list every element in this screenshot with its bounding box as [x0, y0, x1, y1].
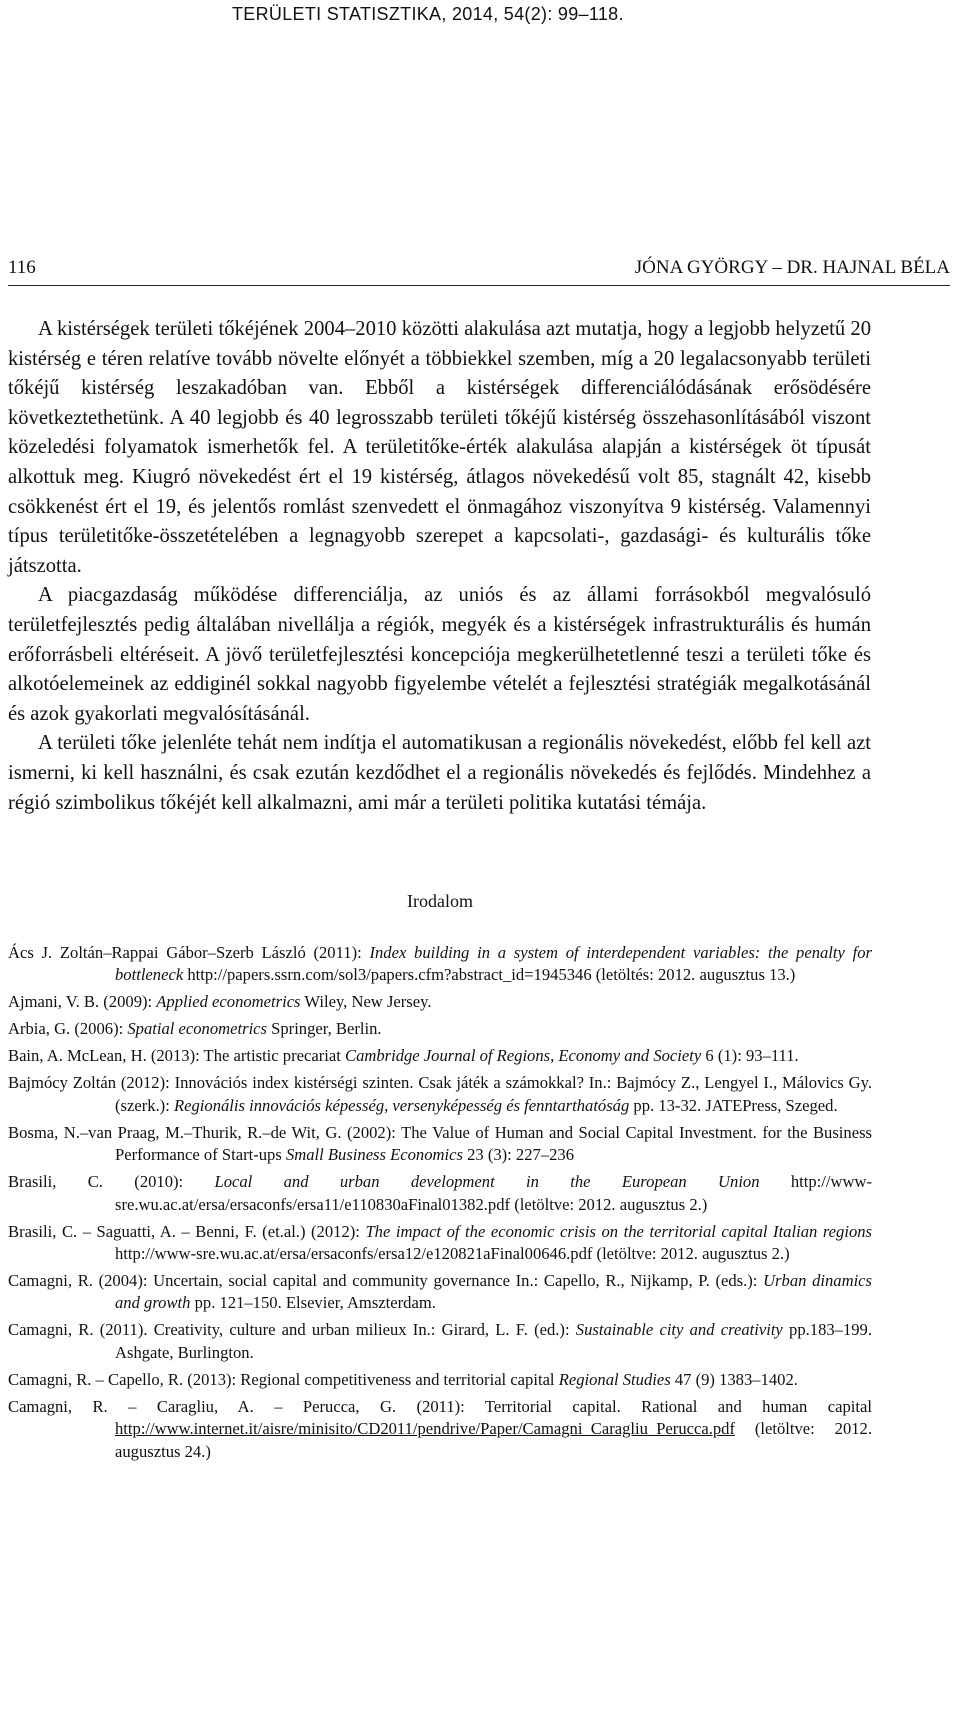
- reference-text: Bajmócy Zoltán (2012): Innovációs index kistérségi szinten. Csak játék a számokkal? In.: Bajmócy Z., Lengyel I., Málovics Gy. (szerk.):: [8, 1073, 872, 1115]
- reference-title: Local and urban development in the European Union: [214, 1172, 760, 1192]
- reference-title: Cambridge Journal of Regions, Economy and Society: [345, 1046, 702, 1066]
- reference-details: 47 (9) 1383–1402.: [670, 1369, 798, 1389]
- reference-item: [8, 1369, 872, 1391]
- reference-details: 23 (3): 227–236: [462, 1145, 575, 1165]
- reference-details: http://papers.ssrn.com/sol3/papers.cfm?abstract_id=1945346 (letöltés: 2012. augusztus 13.): [183, 965, 796, 985]
- references-list: [8, 942, 872, 1468]
- reference-title: Sustainable city and creativity: [575, 1320, 783, 1340]
- reference-details: pp. 13-32. JATEPress, Szeged.: [629, 1095, 838, 1115]
- reference-item: [8, 1221, 872, 1266]
- page-number: 116: [8, 257, 36, 278]
- reference-details: http://www-sre.wu.ac.at/ersa/ersaconfs/ersa12/e120821aFinal00646.pdf (letöltve: 2012. augusztus 2.): [115, 1244, 790, 1264]
- reference-item: [8, 1018, 872, 1040]
- reference-details: Wiley, New Jersey.: [300, 992, 432, 1012]
- references-title: Irodalom: [407, 891, 473, 911]
- reference-title: The impact of the economic crisis on the territorial capital Italian regions: [365, 1221, 873, 1241]
- reference-title: Small Business Economics: [285, 1145, 463, 1165]
- reference-item: [8, 942, 872, 987]
- reference-text: Bosma, N.–van Praag, M.–Thurik, R.–de Wit, G. (2002): The Value of Human and Social Capital Investment. for the Business Performance of Start-ups: [8, 1122, 872, 1165]
- reference-text: Camagni, R. – Caragliu, A. – Perucca, G. (2011): Territorial capital. Rational and human capital: [8, 1396, 872, 1416]
- reference-title: Regional Studies: [558, 1369, 671, 1389]
- reference-item: [8, 1319, 872, 1364]
- running-head-authors: JÓNA GYÖRGY – DR. HAJNAL BÉLA: [634, 257, 950, 278]
- running-head: [8, 257, 950, 286]
- reference-text: Brasili, C. (2010):: [8, 1172, 215, 1192]
- reference-item: [8, 1072, 872, 1117]
- journal-header: TERÜLETI STATISZTIKA, 2014, 54(2): 99–118.: [232, 4, 624, 24]
- reference-text: Ajmani, V. B. (2009):: [8, 992, 157, 1012]
- body-text: [8, 315, 871, 818]
- reference-details: pp.183–199. Ashgate, Burlington.: [115, 1320, 872, 1362]
- reference-text: Camagni, R. (2004): Uncertain, social capital and community governance In.: Capello, R., Nijkamp, P. (eds.):: [8, 1271, 764, 1291]
- reference-text: Camagni, R. (2011). Creativity, culture and urban milieux In.: Girard, L. F. (ed.):: [8, 1320, 576, 1340]
- reference-text: Ács J. Zoltán–Rappai Gábor–Szerb László (2011):: [8, 943, 370, 962]
- reference-text: Camagni, R. – Capello, R. (2013): Regional competitiveness and territorial capital: [8, 1369, 559, 1389]
- reference-title: Regionális innovációs képesség, versenyképesség és fenntarthatóság: [173, 1095, 630, 1115]
- reference-details: Springer, Berlin.: [267, 1019, 382, 1039]
- reference-item: [8, 1396, 872, 1463]
- reference-text: Brasili, C. – Saguatti, A. – Benni, F. (et.al.) (2012):: [8, 1221, 366, 1241]
- reference-title: Index building in a system of interdependent variables: the penalty for bottleneck: [115, 943, 872, 985]
- reference-item: [8, 1122, 872, 1167]
- reference-item: [8, 1270, 872, 1315]
- reference-item: [8, 1045, 872, 1067]
- reference-details: (letöltve: 2012. augusztus 24.): [115, 1419, 872, 1461]
- paragraph: A kistérségek területi tőkéjének 2004–2010 közötti alakulása azt mutatja, hogy a legjobb helyzetű 20 kistérség e téren relatíve tovább növelte előnyét a többiekkel szemben, míg a 20 legalacsonyabb területi tőkéjű kistérség leszakadóban van. Ebből a kistérségek differenciálódásának erősödésére következtethetünk. A 40 legjobb és 40 legrosszabb területi tőkéjű kistérség összehasonlításából viszont közeledési folyamatok ismerhetők fel. A területitőke-érték alakulása alapján a kistérségek öt típusát alkottuk meg. Kiugró növekedést ért el 19 kistérség, átlagos növekedésű volt 85, stagnált 42, kisebb csökkenést ért el 19, és jelentős romlást szenvedett el önmagához viszonyítva 9 kistérség. Valamennyi típus területitőke-összetételében a legnagyobb szerepet a kapcsolati-, gazdasági- és kulturális tőke játszotta.: [8, 318, 871, 577]
- reference-title: Applied econometrics: [156, 992, 301, 1012]
- reference-text: Bain, A. McLean, H. (2013): The artistic precariat: [8, 1046, 345, 1066]
- reference-title: Urban dinamics and growth: [115, 1271, 872, 1313]
- reference-details: pp. 121–150. Elsevier, Amszterdam.: [190, 1293, 436, 1313]
- paragraph: A piacgazdaság működése differenciálja, az uniós és az állami forrásokból megvalósuló területfejlesztés pedig általában nivellálja a régiók, megyék és a kistérségek infrastrukturális és humán erőforrásbeli eltéréseit. A jövő területfejlesztési koncepciója megkerülhetetlenné teszi a területi tőke és alkotóelemeinek az eddiginél sokkal nagyobb figyelembe vételét a fejlesztési stratégiák megalkotásánál és azok gyakorlati megvalósításánál.: [8, 584, 871, 725]
- reference-details: http://www-sre.wu.ac.at/ersa/ersaconfs/ersa11/e110830aFinal01382.pdf (letöltve: 2012. augusztus 2.): [115, 1172, 872, 1214]
- reference-title: Spatial econometrics: [127, 1019, 267, 1039]
- reference-item: [8, 991, 872, 1013]
- reference-link[interactable]: http://www.internet.it/aisre/minisito/CD2011/pendrive/Paper/Camagni_Caragliu_Perucca.pdf: [115, 1419, 735, 1439]
- paragraph: A területi tőke jelenléte tehát nem indítja el automatikusan a regionális növekedést, előbb fel kell azt ismerni, ki kell használni, és csak ezután kezdődhet el a regionális növekedés és fejlődés. Mindehhez a régió szimbolikus tőkéjét kell alkalmazni, ami már a területi politika kutatási témája.: [8, 732, 871, 814]
- reference-details: 6 (1): 93–111.: [701, 1046, 799, 1066]
- reference-text: Arbia, G. (2006):: [8, 1019, 128, 1039]
- reference-item: [8, 1171, 872, 1216]
